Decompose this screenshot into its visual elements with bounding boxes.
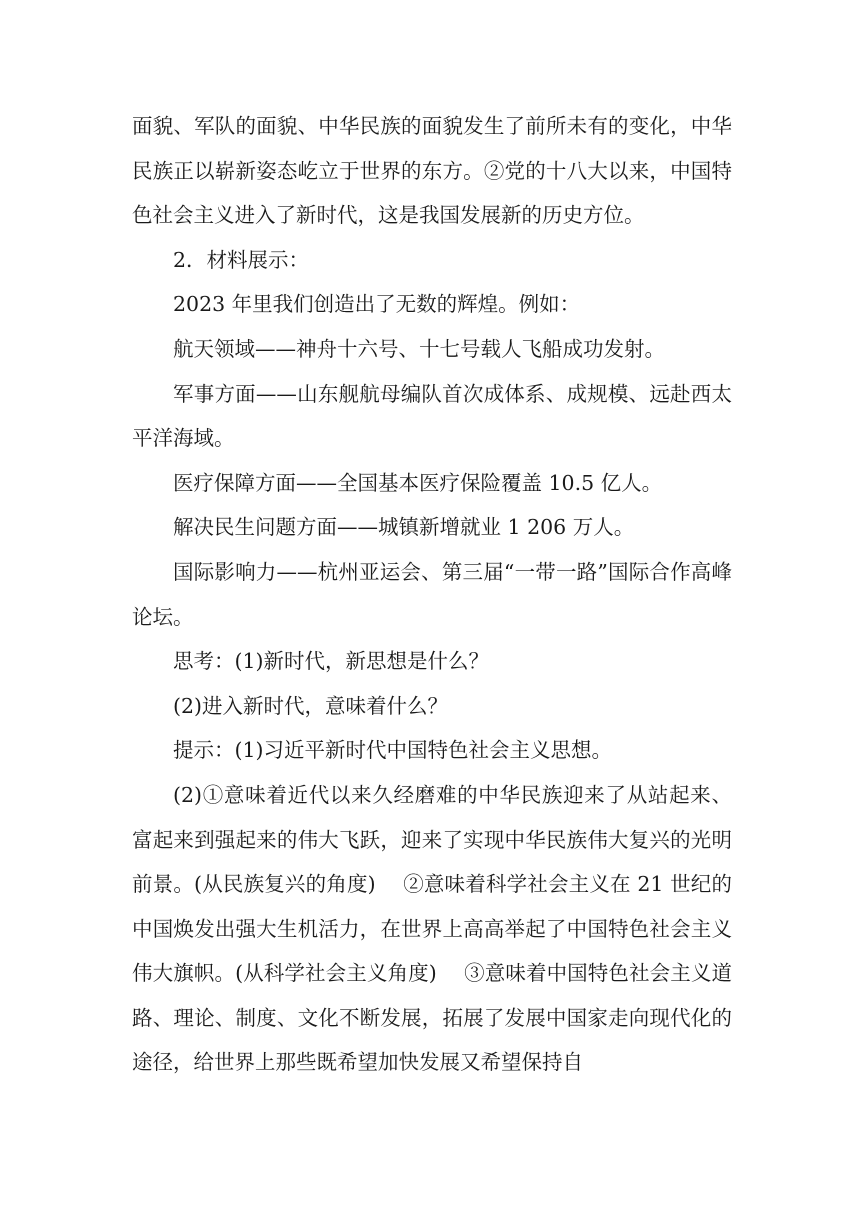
paragraph-3: 2023 年里我们创造出了无数的辉煌。例如： bbox=[173, 292, 581, 317]
paragraph-9: 思考：(1)新时代，新思想是什么？ bbox=[173, 649, 490, 674]
document-body bbox=[132, 104, 732, 1085]
paragraph-2: 2．材料展示： bbox=[173, 247, 310, 272]
paragraph-6: 医疗保障方面——全国基本医疗保险覆盖 10.5 亿人。 bbox=[173, 470, 663, 495]
paragraph-8: 国际影响力——杭州亚运会、第三届“一带一路”国际合作高峰论坛。 bbox=[132, 559, 732, 629]
paragraph-11: 提示：(1)习近平新时代中国特色社会主义思想。 bbox=[173, 738, 613, 763]
paragraph-12: (2)①意味着近代以来久经磨难的中华民族迎来了从站起来、富起来到强起来的伟大飞跃，迎来了实现中华民族伟大复兴的光明前景。(从民族复兴的角度) ②意味着科学社会主义在 21 世纪的中国焕发出强大生机活力，在世界上高高举起了中国特色社会主义伟大旗帜。(从科学社会主义角度) ③意味着中国特色社会主义道路、理论、制度、文化不断发展，拓展了发展中国家走向现代化的途径，给世界上那些既希望加快发展又希望保持自 bbox=[132, 782, 732, 1075]
paragraph-10: (2)进入新时代，意味着什么？ bbox=[173, 693, 449, 718]
paragraph-5: 军事方面——山东舰航母编队首次成体系、成规模、远赴西太平洋海域。 bbox=[132, 381, 732, 451]
paragraph-1: 面貌、军队的面貌、中华民族的面貌发生了前所未有的变化，中华民族正以崭新姿态屹立于世界的东方。②党的十八大以来，中国特色社会主义进入了新时代，这是我国发展新的历史方位。 bbox=[132, 114, 732, 228]
paragraph-4: 航天领域——神舟十六号、十七号载人飞船成功发射。 bbox=[173, 336, 665, 361]
paragraph-7: 解决民生问题方面——城镇新增就业 1 206 万人。 bbox=[173, 515, 635, 540]
